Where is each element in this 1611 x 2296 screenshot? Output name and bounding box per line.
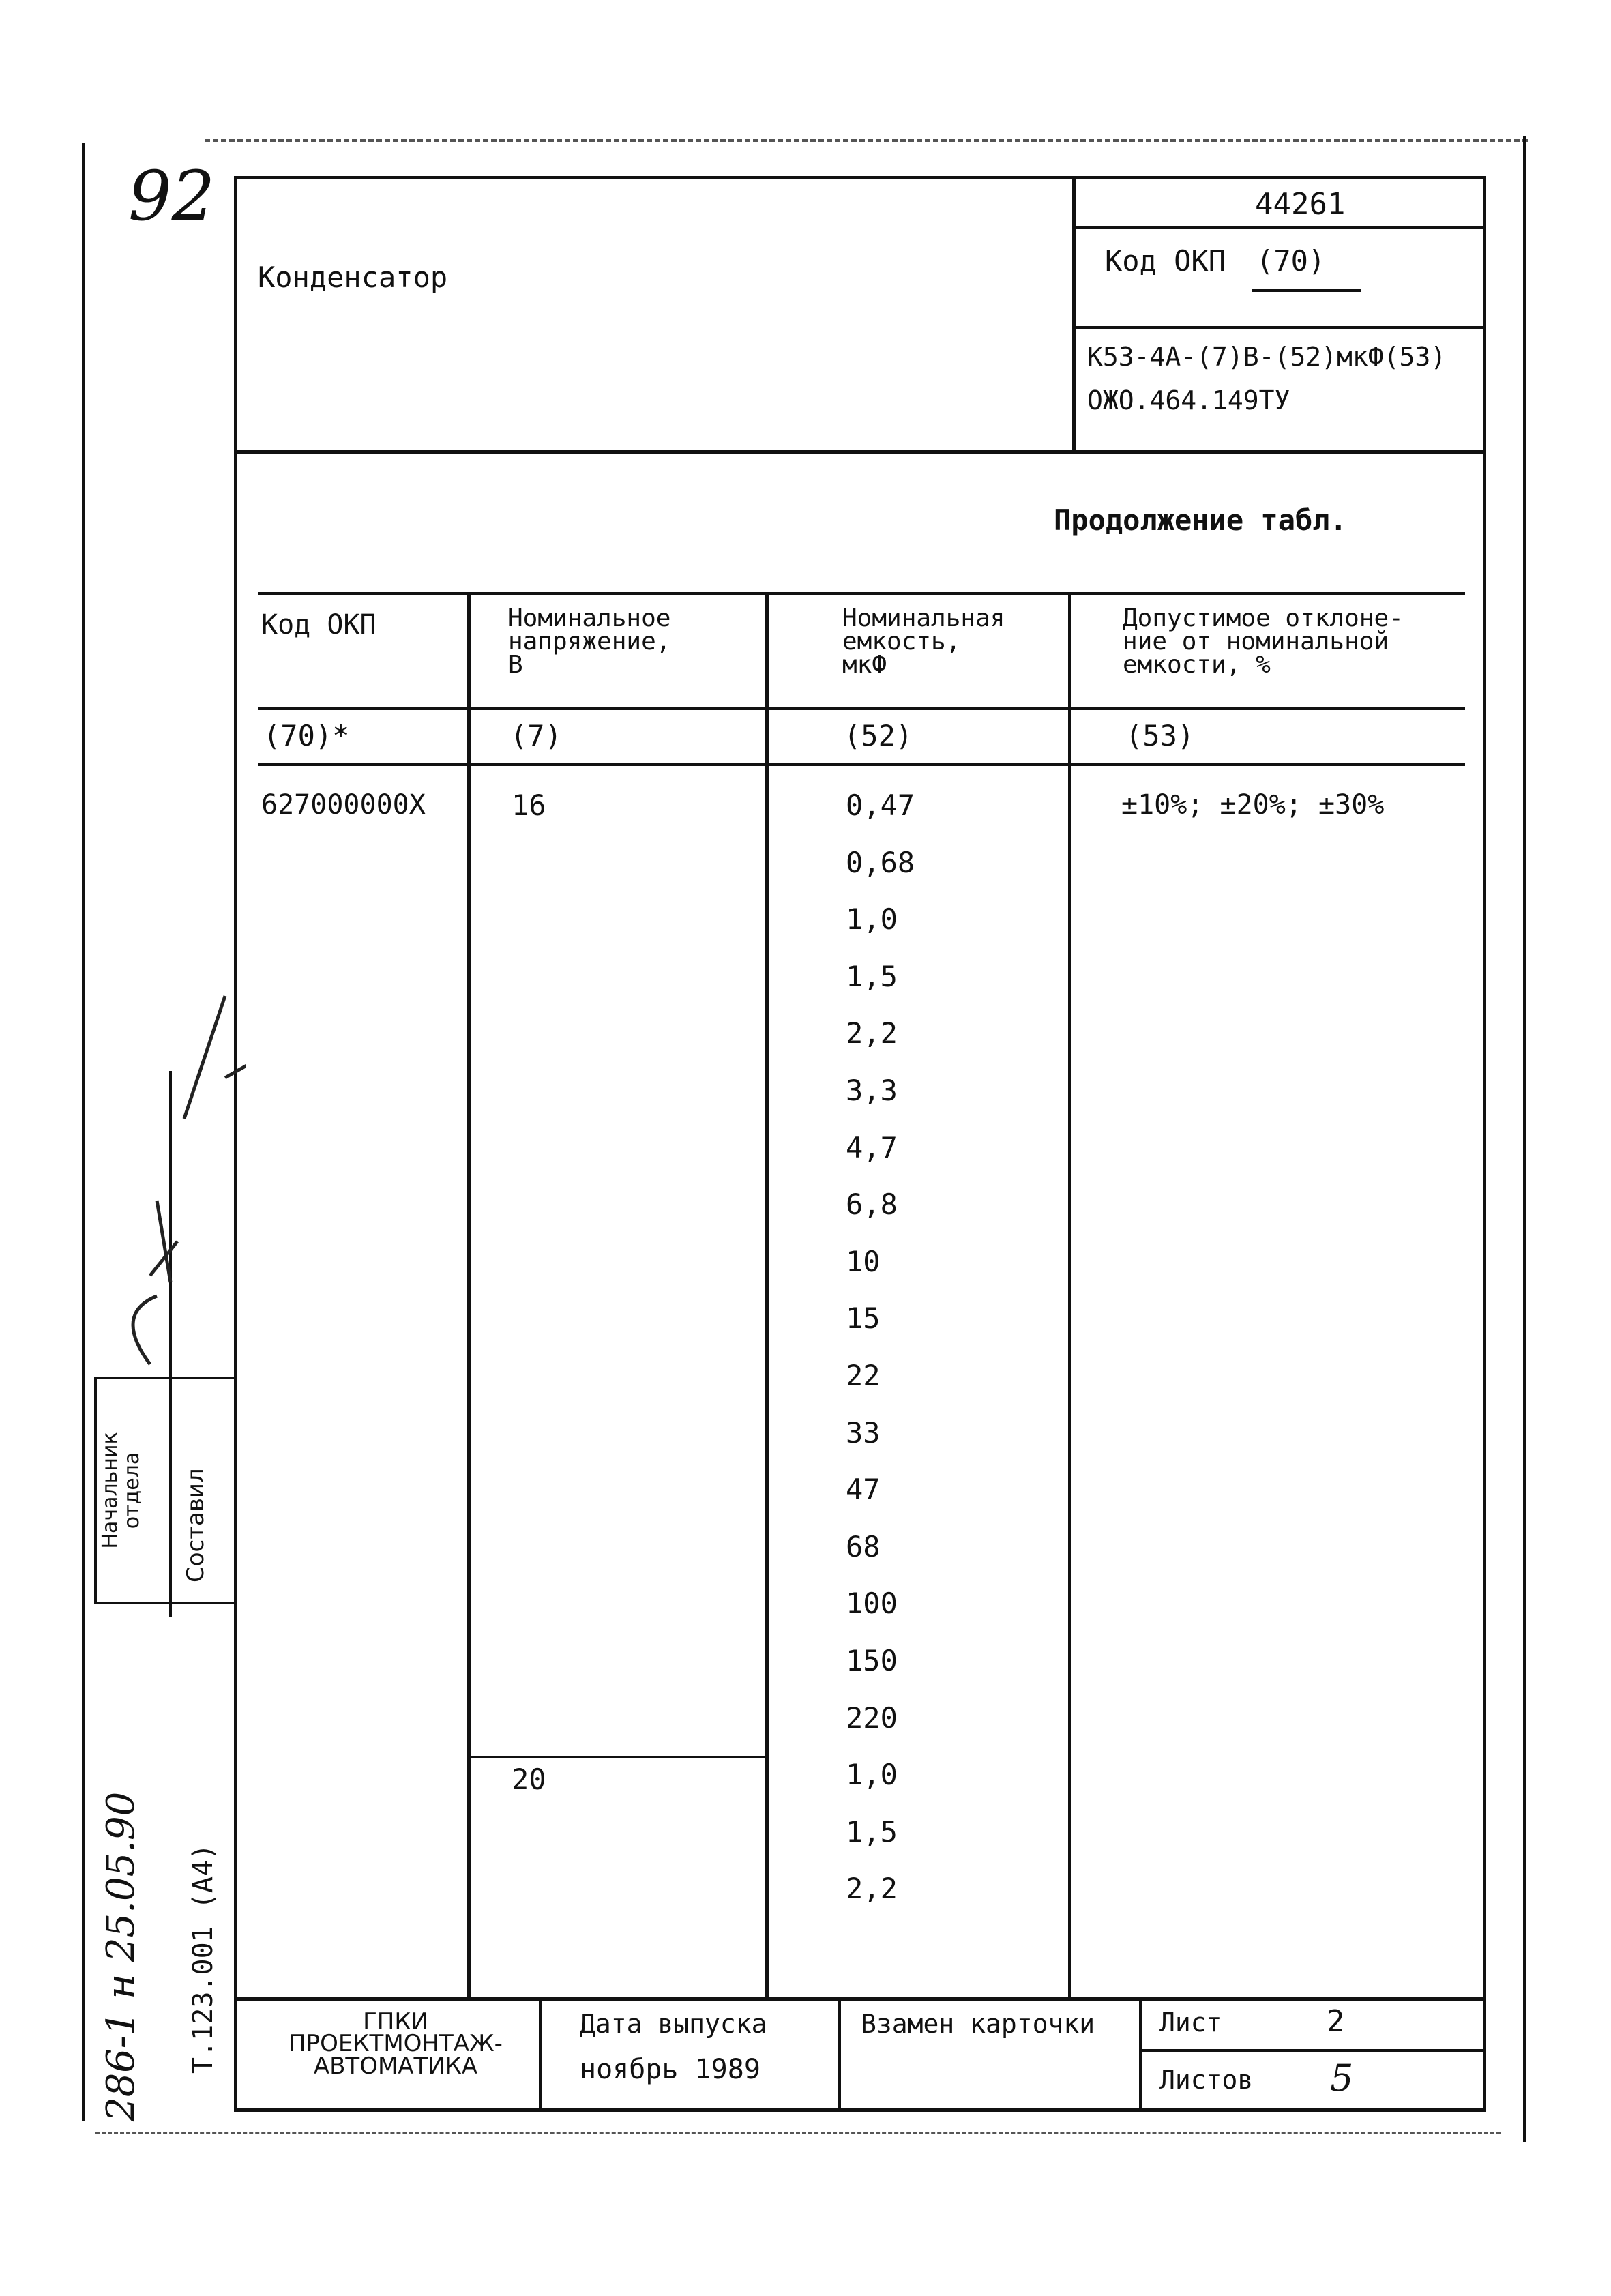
- code-row-line: [1072, 226, 1486, 229]
- capacitance-value: 4,7: [846, 1131, 898, 1164]
- ref-voltage: (7): [510, 719, 562, 752]
- compiler-label: Составил: [182, 1468, 209, 1583]
- sheets-value: 5: [1330, 2057, 1354, 2100]
- table-top-line: [258, 592, 1465, 595]
- capacitance-value: 10: [846, 1245, 881, 1278]
- footer-div-1: [539, 1999, 542, 2112]
- capacitance-value: 2,2: [846, 1016, 898, 1050]
- okp-row-line: [1072, 326, 1486, 329]
- capacitance-value: 3,3: [846, 1074, 898, 1107]
- okp-underline: [1252, 289, 1361, 292]
- col-divider-2: [765, 593, 769, 2000]
- document-reference: Т.123.001 (А4): [188, 1843, 219, 2074]
- signatures: [68, 955, 246, 1705]
- top-scan-line: [205, 139, 1528, 142]
- capacitance-value: 220: [846, 1701, 898, 1735]
- ref-tolerance: (53): [1125, 719, 1195, 752]
- product-title: Конденсатор: [258, 261, 448, 294]
- capacitance-value: 0,68: [846, 846, 915, 879]
- capacitance-value: 33: [846, 1416, 881, 1449]
- voltage-value: 16: [512, 789, 546, 822]
- okp-code-value: 627000000X: [261, 789, 426, 821]
- ref-capacitance: (52): [844, 719, 913, 752]
- capacitance-value: 1,5: [846, 960, 898, 993]
- table-refs-line: [258, 763, 1465, 766]
- header-divider: [1072, 176, 1076, 452]
- capacitance-value: 6,8: [846, 1188, 898, 1221]
- issue-label: Дата выпуска: [580, 2009, 767, 2039]
- sheet-value: 2: [1327, 2004, 1345, 2039]
- spec-number: ОЖО.464.149ТУ: [1087, 385, 1290, 415]
- footer-top-line: [234, 1997, 1486, 2001]
- header-voltage: Номинальное напряжение, В: [508, 604, 671, 679]
- designation: К53-4А-(7)В-(52)мкФ(53): [1087, 342, 1447, 372]
- capacitance-value: 47: [846, 1473, 881, 1506]
- replace-label: Взамен карточки: [861, 2009, 1095, 2039]
- footer-sheet-line: [1140, 2049, 1486, 2052]
- organization: ГПКИ ПРОЕКТМОНТАЖ- АВТОМАТИКА: [289, 2008, 503, 2080]
- footer-div-3: [1139, 1999, 1142, 2112]
- header-capacitance: Номинальная емкость, мкФ: [842, 604, 1005, 679]
- voltage-value: 20: [512, 1763, 546, 1796]
- header-okp: Код ОКП: [261, 609, 376, 641]
- col-divider-3: [1068, 593, 1071, 2000]
- right-edge-line: [1523, 136, 1526, 2142]
- header-bottom-line: [234, 450, 1486, 454]
- capacitance-value: 150: [846, 1644, 898, 1677]
- capacitance-value: 1,0: [846, 902, 898, 936]
- voltage-split-line: [468, 1756, 765, 1758]
- ref-okp: (70)*: [263, 719, 350, 752]
- footer-div-2: [838, 1999, 841, 2112]
- capacitance-value: 22: [846, 1359, 881, 1392]
- okp-ref: (70): [1256, 244, 1326, 278]
- capacitance-value: 100: [846, 1587, 898, 1620]
- capacitance-value: 1,0: [846, 1758, 898, 1791]
- sheet-label: Лист: [1159, 2007, 1222, 2037]
- handwritten-reference: 286-1 н 25.05.90: [99, 1791, 143, 2121]
- issue-date: ноябрь 1989: [580, 2054, 760, 2085]
- head-of-dept-label: Начальник отдела: [98, 1432, 144, 1549]
- continuation-label: Продолжение табл.: [1054, 503, 1347, 537]
- handwritten-page-number: 92: [128, 156, 216, 236]
- bottom-scan-line: [95, 2132, 1501, 2134]
- head-signature: [133, 996, 246, 1364]
- sheets-label: Листов: [1159, 2065, 1254, 2095]
- capacitance-value: 0,47: [846, 789, 915, 822]
- capacitance-value: 1,5: [846, 1815, 898, 1849]
- header-tolerance: Допустимое отклоне- ние от номинальной емкости, %: [1123, 604, 1404, 679]
- capacitance-value: 68: [846, 1530, 881, 1563]
- capacitance-value: 15: [846, 1301, 881, 1335]
- tolerance-value: ±10%; ±20%; ±30%: [1121, 789, 1385, 821]
- okp-label: Код ОКП: [1105, 244, 1226, 278]
- col-divider-1: [467, 593, 471, 2000]
- capacitance-value: 2,2: [846, 1872, 898, 1905]
- product-code: 44261: [1255, 187, 1346, 222]
- table-header-line: [258, 707, 1465, 710]
